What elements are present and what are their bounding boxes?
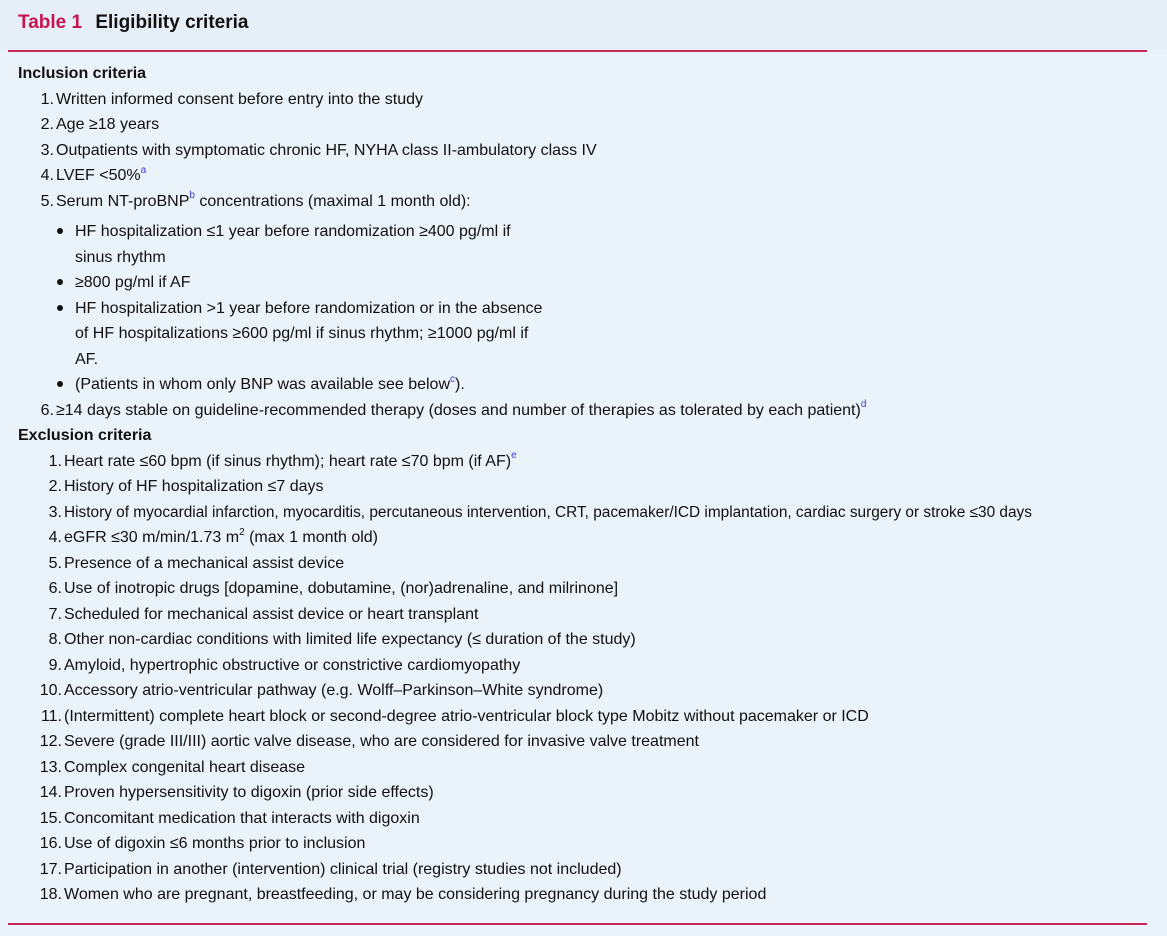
- exclusion-item-4-text-after: (max 1 month old): [244, 529, 379, 546]
- exclusion-item-text: Other non-cardiac conditions with limited life expectancy (≤ duration of the study): [64, 631, 636, 648]
- bullet-text: HF hospitalization ≤1 year before randomization ≥400 pg/ml if: [75, 223, 511, 240]
- bullet-item-2: [18, 270, 1148, 296]
- exclusion-item-number: 2.: [48, 478, 62, 495]
- exclusion-item-number: 15.: [39, 809, 62, 827]
- superscript-2: 2: [239, 526, 245, 538]
- bullet-4-text-before: (Patients in whom only BNP was available see below: [75, 376, 451, 393]
- bullet-text: HF hospitalization >1 year before randomization or in the absence: [75, 299, 543, 317]
- exclusion-item-8: [18, 627, 1148, 653]
- exclusion-item-text: History of HF hospitalization ≤7 days: [64, 478, 324, 495]
- exclusion-item-number: 10.: [39, 682, 62, 699]
- exclusion-item-number: 16.: [39, 835, 62, 852]
- bullet-text: of HF hospitalizations ≥600 pg/ml if sinus rhythm; ≥1000 pg/ml if: [75, 325, 529, 342]
- inclusion-item-text: [56, 189, 471, 215]
- inclusion-title: Inclusion criteria: [18, 65, 147, 82]
- exclusion-item-text: [64, 449, 517, 475]
- inclusion-item-number: 1.: [40, 90, 54, 108]
- inclusion-item-5-text-before: Serum NT-proBNP: [56, 192, 190, 210]
- table-number: Table 1: [18, 12, 83, 33]
- inclusion-item-4: [18, 163, 1148, 189]
- exclusion-item-number: 1.: [48, 452, 62, 470]
- bullet-dot-icon: [57, 228, 63, 234]
- inclusion-item-1: [18, 87, 1148, 113]
- inclusion-item-text: [56, 163, 146, 189]
- exclusion-item-14: [18, 780, 1148, 806]
- bullet-dot-icon: [57, 381, 63, 387]
- exclusion-item-2: [18, 474, 1148, 500]
- bullet-text: AF.: [75, 350, 99, 368]
- exclusion-item-13: [18, 755, 1148, 781]
- exclusion-item-12: [18, 729, 1148, 755]
- exclusion-item-3: [18, 500, 1148, 526]
- inclusion-item-number: 6.: [40, 401, 54, 419]
- exclusion-item-number: 3.: [48, 503, 62, 521]
- table-body: [18, 61, 1148, 908]
- bullet-item-1-continuation: [18, 245, 1148, 271]
- exclusion-item-text: Use of inotropic drugs [dopamine, dobutamine, (nor)adrenaline, and milrinone]: [64, 580, 619, 597]
- exclusion-item-text: Participation in another (intervention) clinical trial (registry studies not included): [64, 860, 622, 878]
- exclusion-item-text: Severe (grade III/III) aortic valve disease, who are considered for invasive valve treatment: [64, 733, 699, 750]
- exclusion-item-17: [18, 857, 1148, 883]
- inclusion-item-number: 2.: [40, 116, 54, 133]
- bullet-dot-icon: [57, 305, 63, 311]
- inclusion-item-3: [18, 138, 1148, 164]
- bullet-text: sinus rhythm: [75, 248, 166, 266]
- inclusion-item-6: [18, 398, 1148, 424]
- inclusion-item-5: [18, 189, 1148, 215]
- exclusion-item-number: 12.: [39, 733, 62, 750]
- exclusion-item-text: History of myocardial infarction, myocarditis, percutaneous intervention, CRT, pacemaker/ICD implantation, cardiac surgery or stroke ≤30 days: [64, 503, 1032, 521]
- exclusion-item-number: 4.: [48, 529, 62, 546]
- inclusion-item-2: [18, 112, 1148, 138]
- exclusion-item-number: 11.: [40, 707, 62, 725]
- exclusion-item-5: [18, 551, 1148, 577]
- exclusion-item-text: (Intermittent) complete heart block or second-degree atrio-ventricular block type Mobitz without pacemaker or ICD: [64, 707, 869, 725]
- exclusion-item-7: [18, 602, 1148, 628]
- bullet-item-4: [18, 372, 1148, 398]
- exclusion-item-number: 13.: [39, 758, 62, 776]
- footnote-marker-d: d: [860, 399, 867, 411]
- exclusion-item-18: [18, 882, 1148, 908]
- inclusion-item-number: 3.: [40, 141, 54, 159]
- bullet-item-3-continuation: [18, 347, 1148, 373]
- inclusion-item-6-text: ≥14 days stable on guideline-recommended therapy (doses and number of therapies as tolerated by each patient): [56, 401, 861, 419]
- exclusion-item-text: Concomitant medication that interacts with digoxin: [64, 809, 420, 827]
- top-rule: [8, 50, 1147, 52]
- inclusion-item-number: 4.: [40, 167, 54, 184]
- exclusion-item-1: [18, 449, 1148, 475]
- exclusion-item-number: 9.: [48, 656, 62, 674]
- exclusion-item-15: [18, 806, 1148, 832]
- exclusion-item-number: 18.: [39, 886, 62, 903]
- exclusion-item-text: Proven hypersensitivity to digoxin (prior side effects): [64, 784, 434, 801]
- exclusion-item-text: Complex congenital heart disease: [64, 758, 306, 776]
- inclusion-item-text: Written informed consent before entry into the study: [56, 90, 424, 108]
- bullet-text: [75, 372, 465, 398]
- footnote-marker-b: b: [189, 190, 195, 202]
- exclusion-item-text: Women who are pregnant, breastfeeding, or may be considering pregnancy during the study period: [64, 886, 767, 903]
- exclusion-item-6: [18, 576, 1148, 602]
- inclusion-item-text: [56, 398, 866, 424]
- inclusion-item-text: Outpatients with symptomatic chronic HF, NYHA class II-ambulatory class IV: [56, 141, 597, 159]
- inclusion-item-number: 5.: [40, 192, 54, 210]
- bullet-item-1: [18, 219, 1148, 245]
- exclusion-item-10: [18, 678, 1148, 704]
- exclusion-item-text: Scheduled for mechanical assist device or heart transplant: [64, 605, 479, 623]
- exclusion-item-text: Accessory atrio-ventricular pathway (e.g. Wolff–Parkinson–White syndrome): [64, 682, 604, 699]
- exclusion-item-number: 5.: [48, 554, 62, 572]
- inclusion-item-5-text-after: concentrations (maximal 1 month old):: [194, 192, 471, 210]
- exclusion-item-number: 6.: [48, 580, 62, 597]
- exclusion-item-number: 17.: [39, 860, 62, 878]
- exclusion-item-text: Use of digoxin ≤6 months prior to inclusion: [64, 835, 366, 852]
- bullet-item-3-continuation: [18, 321, 1148, 347]
- inclusion-item-text: Age ≥18 years: [56, 116, 160, 133]
- footnote-marker-a: a: [140, 164, 147, 176]
- table-title: Eligibility criteria: [95, 12, 249, 33]
- bullet-item-3: [18, 296, 1148, 322]
- footnote-marker-e: e: [511, 450, 517, 462]
- exclusion-item-number: 7.: [48, 605, 62, 623]
- bullet-4-text-after: ).: [455, 376, 465, 393]
- exclusion-item-1-text: Heart rate ≤60 bpm (if sinus rhythm); heart rate ≤70 bpm (if AF): [64, 452, 512, 470]
- footnote-marker-c: c: [450, 373, 456, 385]
- exclusion-title: Exclusion criteria: [18, 427, 152, 444]
- exclusion-item-number: 14.: [39, 784, 62, 801]
- exclusion-item-11: [18, 704, 1148, 730]
- bullet-text: ≥800 pg/ml if AF: [75, 274, 191, 291]
- bullet-dot-icon: [57, 279, 63, 285]
- table-header: [0, 0, 1167, 50]
- exclusion-item-text: Presence of a mechanical assist device: [64, 554, 345, 572]
- exclusion-item-16: [18, 831, 1148, 857]
- exclusion-item-number: 8.: [48, 631, 62, 648]
- inclusion-item-4-text: LVEF <50%: [56, 167, 141, 184]
- exclusion-item-9: [18, 653, 1148, 679]
- exclusion-item-text: Amyloid, hypertrophic obstructive or constrictive cardiomyopathy: [64, 656, 521, 674]
- exclusion-item-4-text-before: eGFR ≤30 m/min/1.73 m: [64, 529, 240, 546]
- exclusion-item-4: [18, 525, 1148, 551]
- exclusion-item-text: [64, 525, 378, 551]
- bottom-rule: [8, 923, 1147, 925]
